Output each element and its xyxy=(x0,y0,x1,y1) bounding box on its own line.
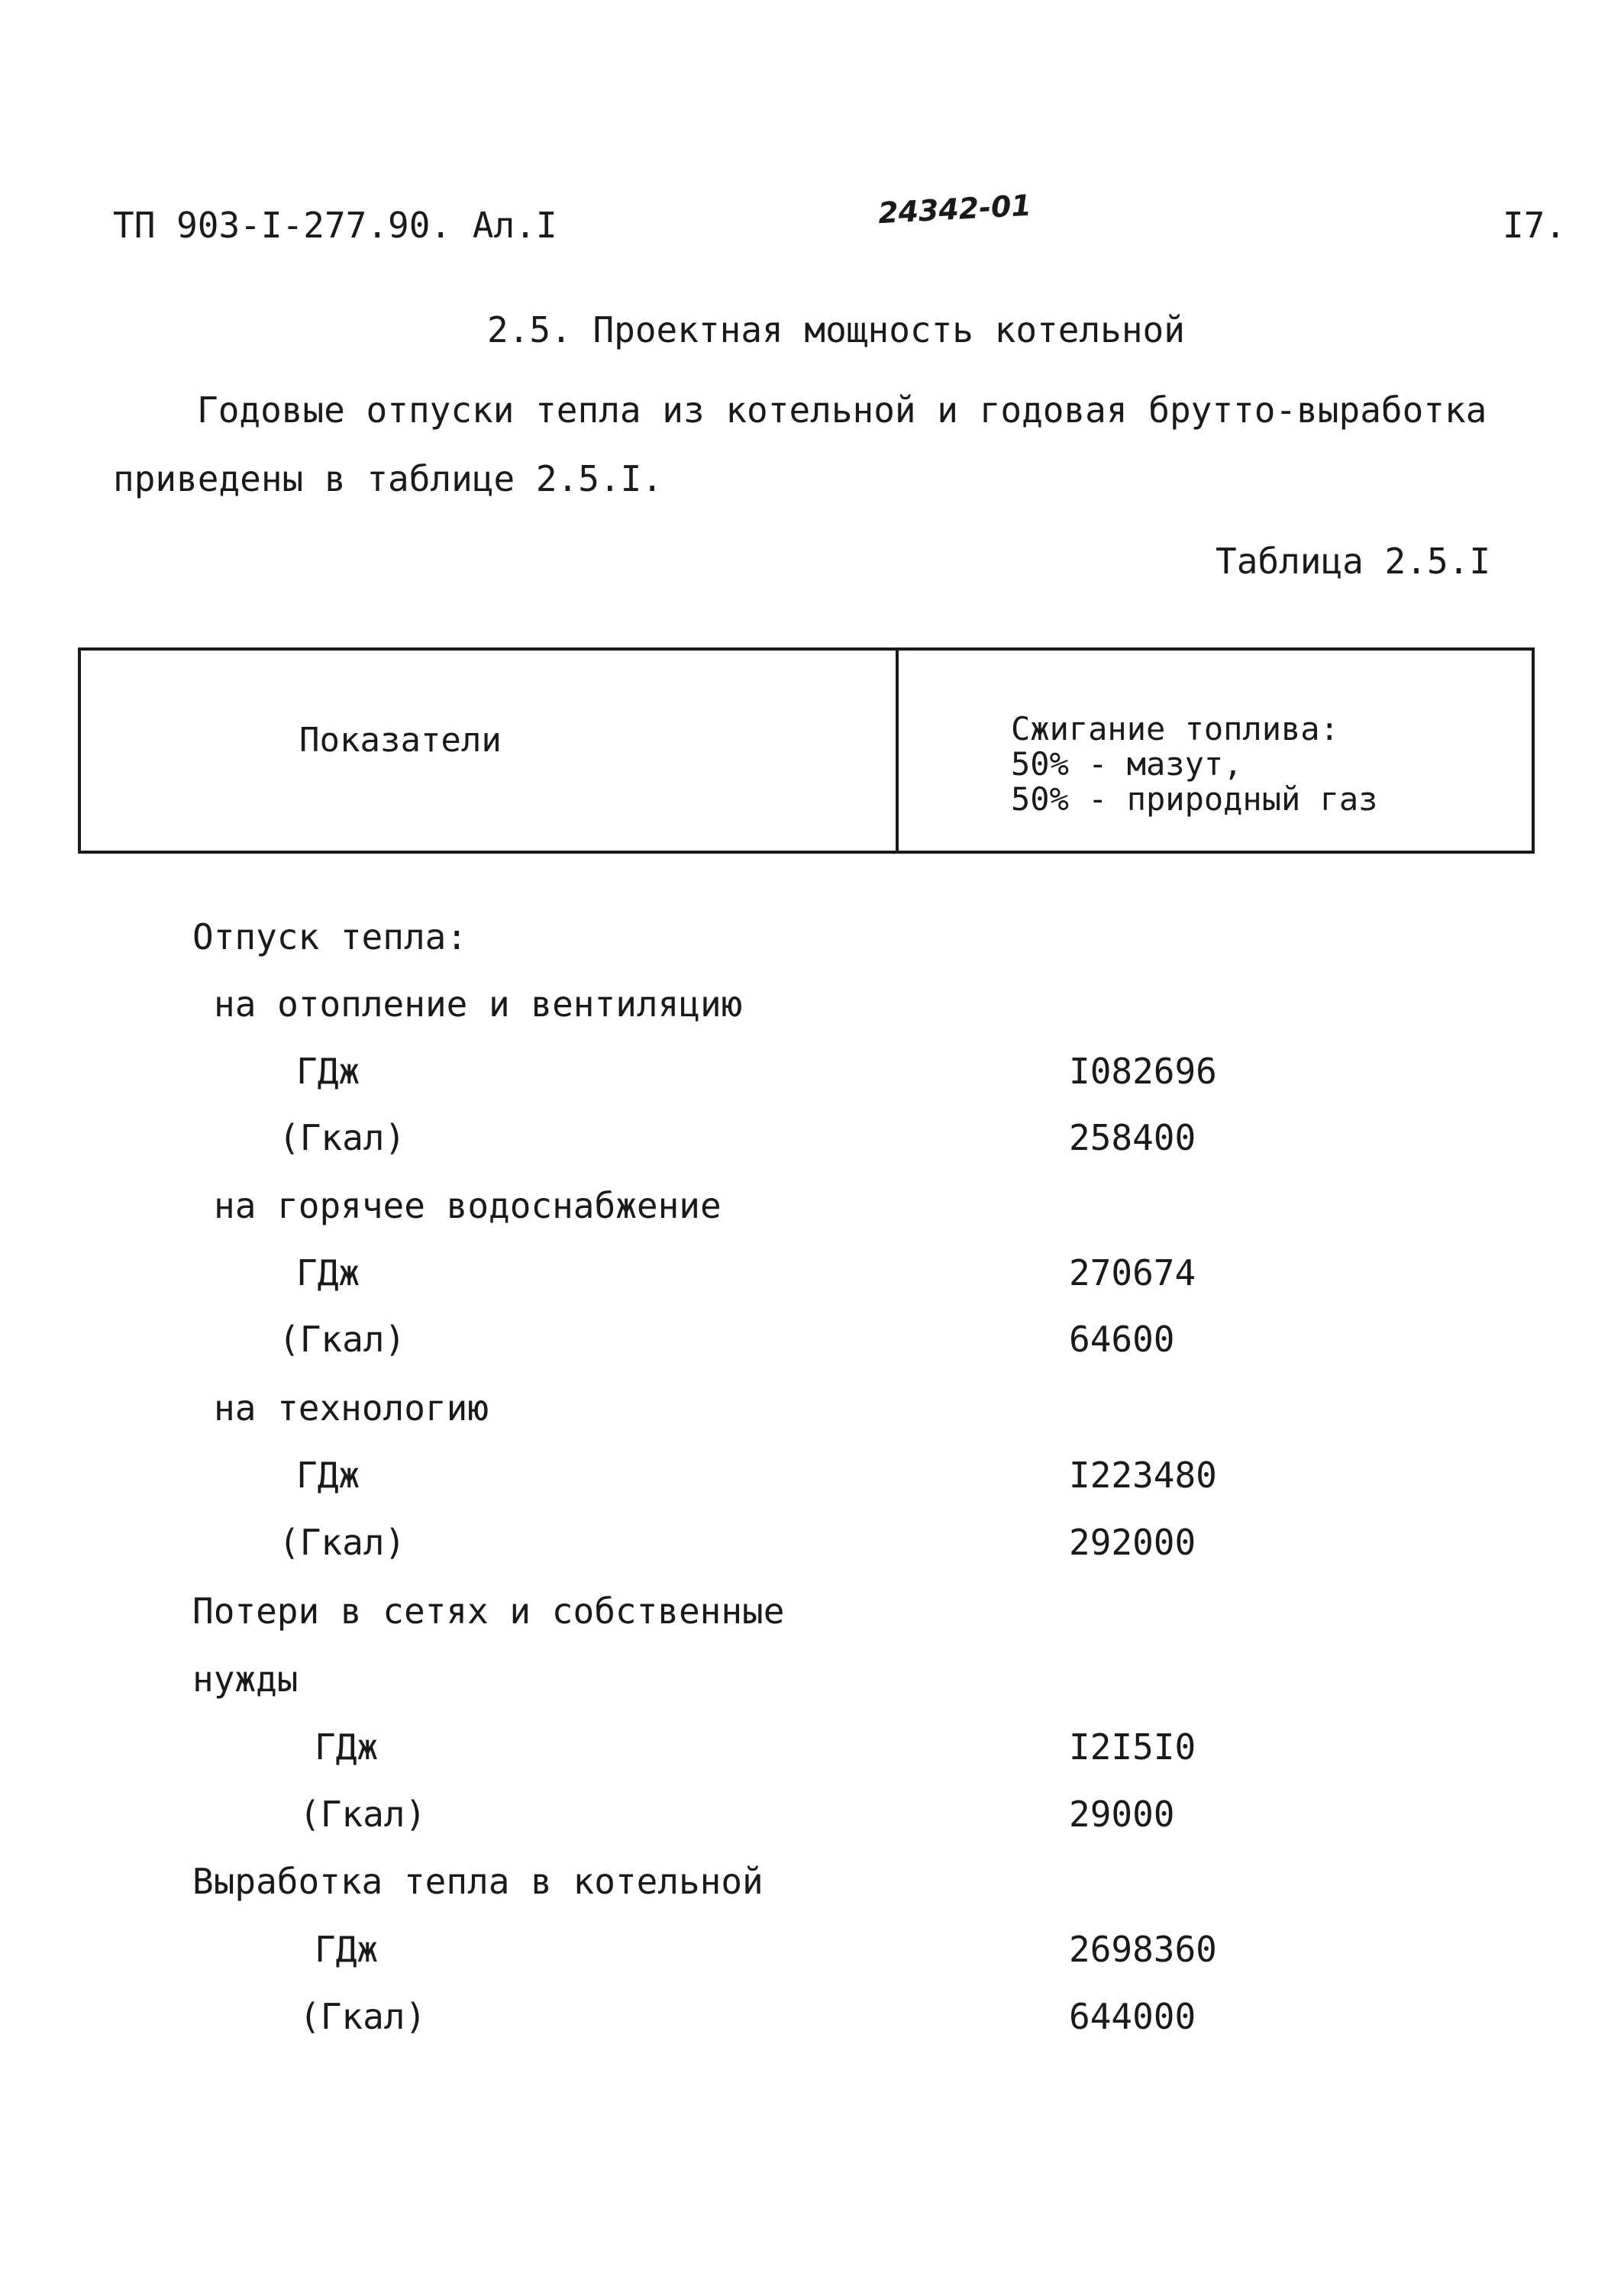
row-label-unit-gcal: (Гкал) xyxy=(299,1794,427,1835)
row-value-losses-gcal: 29000 xyxy=(1069,1794,1175,1835)
column-header-indicators: Показатели xyxy=(299,721,502,760)
row-value-technology-gj: I223480 xyxy=(1069,1455,1217,1496)
table-column-divider xyxy=(896,651,899,851)
intro-line-2: приведены в таблице 2.5.I. xyxy=(113,458,663,499)
row-label-boiler-heat-output: Выработка тепла в котельной xyxy=(192,1861,764,1902)
row-value-hot-water-gj: 270674 xyxy=(1069,1252,1196,1293)
row-label-unit-gcal: (Гкал) xyxy=(279,1522,406,1563)
column-header-fuel-combustion: Сжигание топлива: 50% - мазут, 50% - природный газ xyxy=(1011,710,1378,818)
document-code: ТП 903-I-277.90. Ал.I xyxy=(113,205,557,246)
row-label-technology: на технологию xyxy=(214,1387,489,1429)
archive-number: 24342-01 xyxy=(877,188,1032,231)
row-label-unit-gcal: (Гкал) xyxy=(279,1319,406,1360)
table-header xyxy=(78,647,1535,854)
row-value-technology-gcal: 292000 xyxy=(1069,1522,1196,1563)
table-caption: Таблица 2.5.I xyxy=(1216,541,1491,582)
row-label-unit-gj: ГДж xyxy=(296,1252,360,1293)
row-value-heating-gj: I082696 xyxy=(1069,1051,1217,1092)
section-heading: 2.5. Проектная мощность котельной xyxy=(487,309,1185,350)
intro-line-1: Годовые отпуски тепла из котельной и годовая брутто-выработка xyxy=(197,389,1487,431)
row-value-hot-water-gcal: 64600 xyxy=(1069,1319,1175,1360)
row-label-hot-water: на горячее водоснабжение xyxy=(214,1185,722,1226)
row-value-heating-gcal: 258400 xyxy=(1069,1117,1196,1158)
row-value-losses-gj: I2I5I0 xyxy=(1069,1726,1196,1768)
row-value-output-gcal: 644000 xyxy=(1069,1996,1196,2037)
row-label-unit-gcal: (Гкал) xyxy=(299,1996,427,2037)
row-label-unit-gj: ГДж xyxy=(296,1455,360,1496)
page-number: I7. xyxy=(1503,205,1567,246)
row-label-unit-gj: ГДж xyxy=(315,1929,379,1970)
row-label-heating-ventilation: на отопление и вентиляцию xyxy=(214,983,743,1025)
row-label-own-needs: нужды xyxy=(192,1658,299,1700)
row-label-heat-release: Отпуск тепла: xyxy=(192,916,468,957)
row-label-unit-gj: ГДж xyxy=(315,1726,379,1768)
row-label-unit-gcal: (Гкал) xyxy=(279,1117,406,1158)
row-value-output-gj: 2698360 xyxy=(1069,1929,1217,1970)
row-label-network-losses: Потери в сетях и собственные xyxy=(192,1590,785,1632)
row-label-unit-gj: ГДж xyxy=(296,1051,360,1092)
